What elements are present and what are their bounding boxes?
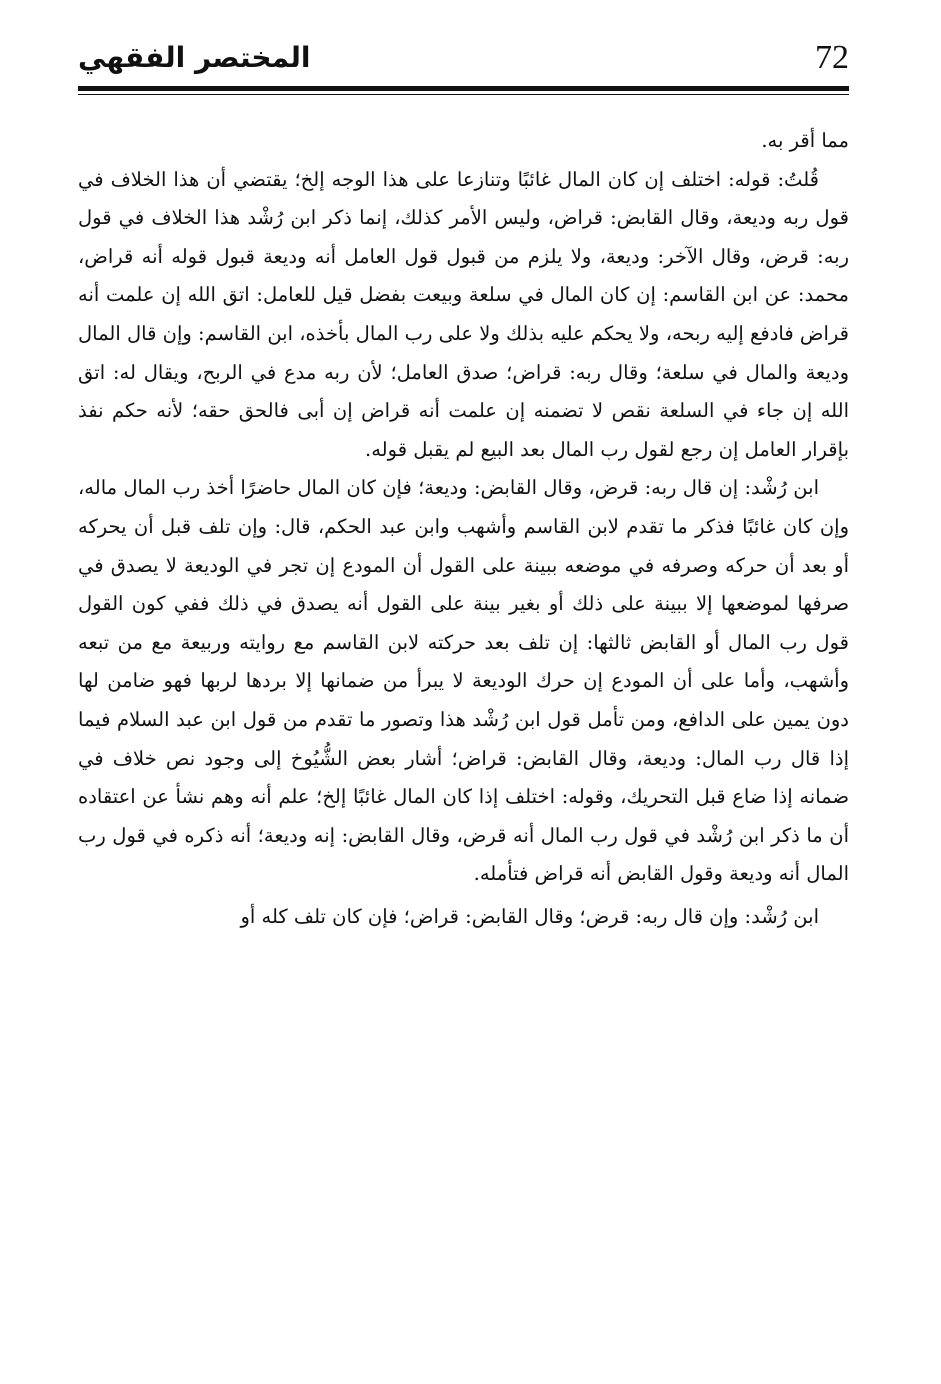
- header-rule-thick: [78, 86, 849, 91]
- page-body: [78, 122, 849, 936]
- paragraph: مما أقر به.: [761, 129, 849, 152]
- paragraph: قُلتُ: قوله: اختلف إن كان المال غائبًا وتنازعا على هذا الوجه إلخ؛ يقتضي أن هذا الخلاف في قول ربه وديعة، وقال القابض: قراض، وليس الأمر كذلك، إنما ذكر ابن رُشْد هذا الخلاف في قول ربه: قرض، وقال الآخر: وديعة، ولا يلزم من قبول قول العامل أنه وديعة قبول قوله أنه قراض، محمد: عن ابن القاسم: إن كان المال في سلعة وبيعت بفضل قيل للعامل: اتق الله إن علمت أنه قراض فادفع إليه ربحه، ولا يحكم عليه بذلك ولا على رب المال بأخذه، ابن القاسم: وإن قال المال وديعة والمال في سلعة؛ وقال ربه: قراض؛ صدق العامل؛ لأن ربه مدع في الربح، ويقال له: اتق الله إن جاء في السلعة نقص لا تضمنه إن علمت أنه قراض إن أبى فالحق حقه؛ لأنه حكم نفذ بإقرار العامل إن رجع لقول رب المال بعد البيع لم يقبل قوله.: [78, 167, 849, 461]
- page-header: [78, 36, 849, 88]
- paragraph: ابن رُشْد: وإن قال ربه: قرض؛ وقال القابض: قراض؛ فإن كان تلف كله أو: [240, 904, 819, 928]
- book-title: المختصر الفقهي: [78, 41, 311, 74]
- header-rule-thin: [78, 94, 849, 95]
- page-number: 72: [815, 39, 849, 76]
- paragraph: ابن رُشْد: إن قال ربه: قرض، وقال القابض: وديعة؛ فإن كان المال حاضرًا أخذ رب المال ماله، وإن كان غائبًا فذكر ما تقدم لابن القاسم وأشهب وابن عبد الحكم، قال: وإن تلف قبل أن يحركه أو بعد أن حركه وصرفه في موضعه ببينة على القول أن المودع إن تجر في الوديعة لا يصدق في صرفها لموضعها إلا ببينة على ذلك أو بغير بينة على القول أنه يصدق في ذلك ففي كون القول قول رب المال أو القابض ثالثها: إن تلف بعد حركته لابن القاسم مع روايته وربيعة مع من تبعه وأشهب، وأما على أن المودع إن حرك الوديعة لا يبرأ من ضمانها إلا بردها لربها فهو ضامن لها دون يمين على الدافع، ومن تأمل قول ابن رُشْد هذا وتصور ما تقدم من قول ابن عبد السلام فيما إذا قال رب المال: وديعة، وقال القابض: قراض؛ أشار بعض الشُّيُوخ إلى وجود نص خلاف في ضمانه إذا ضاع قبل التحريك، وقوله: اختلف إذا كان المال غائبًا إلخ؛ علم أنه وهم نشأ عن اعتقاده أن ما ذكر ابن رُشْد في قول رب المال أنه قرض، وقال القابض: إنه وديعة؛ أنه ذكره في قول رب المال أنه وديعة وقول القابض أنه قراض فتأمله.: [78, 476, 849, 886]
